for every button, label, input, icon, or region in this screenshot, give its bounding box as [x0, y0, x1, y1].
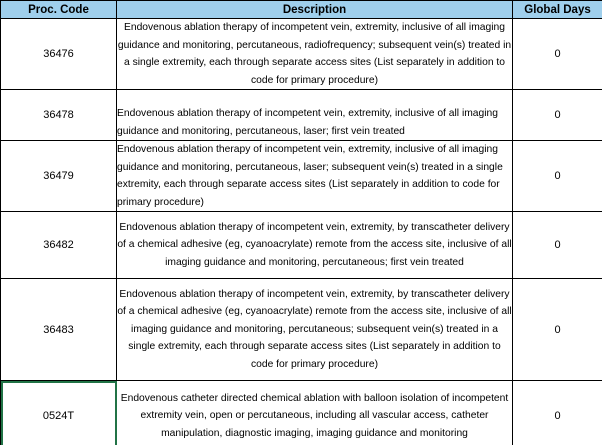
- header-proc-code[interactable]: Proc. Code: [1, 1, 117, 19]
- header-global-days[interactable]: Global Days: [513, 1, 602, 19]
- proc-code-cell[interactable]: 36482: [1, 212, 117, 279]
- global-days-cell[interactable]: 0: [513, 212, 602, 279]
- table-row: [1, 141, 602, 212]
- header-row: [1, 1, 602, 19]
- table-row: [1, 381, 602, 445]
- table-row: [1, 212, 602, 279]
- global-days-cell[interactable]: 0: [513, 381, 602, 445]
- proc-code-cell[interactable]: 0524T: [1, 381, 117, 445]
- header-description[interactable]: Description: [117, 1, 513, 19]
- global-days-cell[interactable]: 0: [513, 279, 602, 381]
- proc-code-cell[interactable]: 36476: [1, 19, 117, 90]
- proc-code-cell[interactable]: 36478: [1, 90, 117, 141]
- description-cell[interactable]: Endovenous ablation therapy of incompetent vein, extremity, inclusive of all imaging guidance and monitoring, percutaneous, radiofrequency; subsequent vein(s) treated in a single extremity, each through separate access sites (List separately in addition to code for primary procedure): [117, 19, 513, 90]
- table-row: [1, 90, 602, 141]
- description-cell[interactable]: Endovenous ablation therapy of incompetent vein, extremity, by transcatheter delivery of a chemical adhesive (eg, cyanoacrylate) remote from the access site, inclusive of all imaging guidance and monitoring, percutaneous; first vein treated: [117, 212, 513, 279]
- proc-code-cell[interactable]: 36483: [1, 279, 117, 381]
- global-days-cell[interactable]: 0: [513, 141, 602, 212]
- table-row: [1, 279, 602, 381]
- table-row: [1, 19, 602, 90]
- description-cell[interactable]: Endovenous ablation therapy of incompetent vein, extremity, by transcatheter delivery of a chemical adhesive (eg, cyanoacrylate) remote from the access site, inclusive of all imaging guidance and monitoring, percutaneous; subsequent vein(s) treated in a single extremity, each through separate access sites (List separately in addition to code for primary procedure): [117, 279, 513, 381]
- description-cell[interactable]: Endovenous ablation therapy of incompetent vein, extremity, inclusive of all imaging guidance and monitoring, percutaneous, laser; first vein treated: [117, 90, 513, 141]
- description-cell[interactable]: Endovenous catheter directed chemical ablation with balloon isolation of incompetent extremity vein, open or percutaneous, including all vascular access, catheter manipulation, diagnostic imaging, imaging guidance and monitoring: [117, 381, 513, 445]
- description-cell[interactable]: Endovenous ablation therapy of incompetent vein, extremity, inclusive of all imaging guidance and monitoring, percutaneous, laser; subsequent vein(s) treated in a single extremity, each through separate access sites (List separately in addition to code for primary procedure): [117, 141, 513, 212]
- proc-code-cell[interactable]: 36479: [1, 141, 117, 212]
- global-days-cell[interactable]: 0: [513, 19, 602, 90]
- global-days-cell[interactable]: 0: [513, 90, 602, 141]
